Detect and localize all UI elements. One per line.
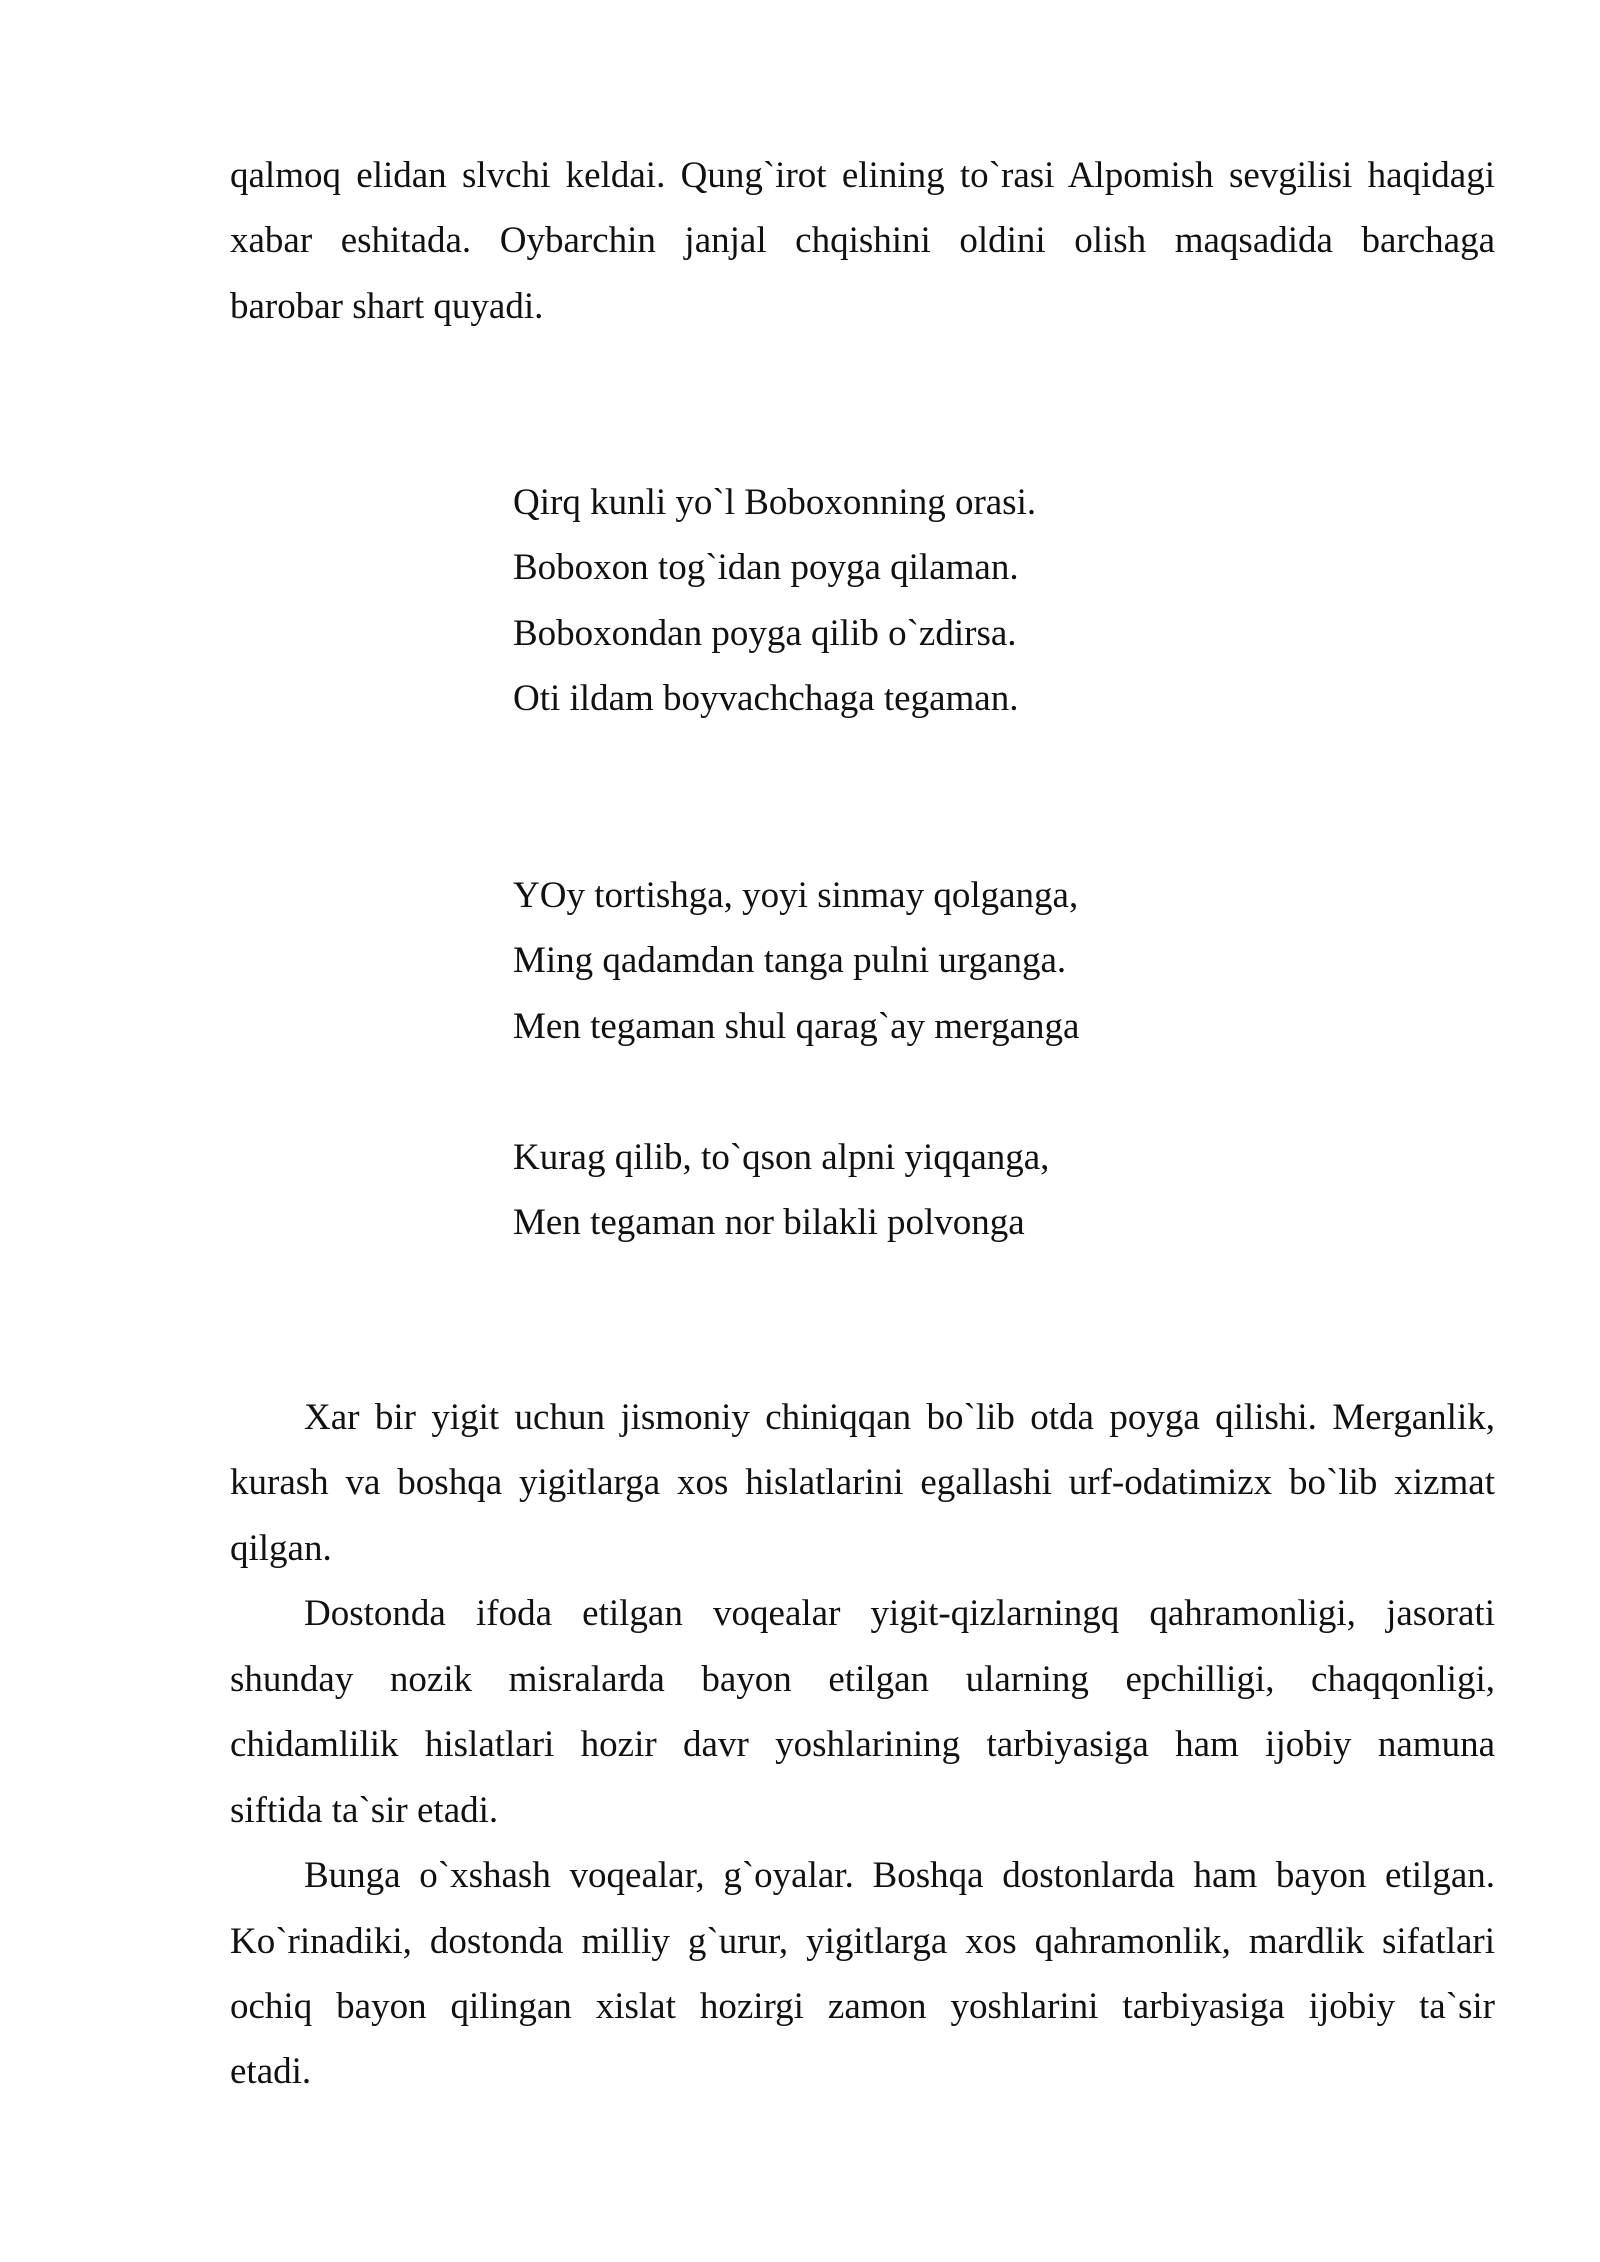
verse-stanza-3 bbox=[513, 1125, 1513, 1256]
verse-line: Ming qadamdan tanga pulni urganga. bbox=[513, 940, 1067, 982]
text-line: etadi. bbox=[230, 2051, 312, 2093]
body-text bbox=[230, 1385, 1495, 2105]
verse-line: Qirq kunli yo`l Boboxonning orasi. bbox=[513, 482, 1037, 523]
text-line: chidamlilik hislatlari hozir davr yoshlarining tarbiyasiga ham ijobiy namuna bbox=[230, 1724, 1495, 1766]
text-line: qalmoq elidan slvchi keldai. Qung`irot elining to`rasi Alpomish sevgilisi haqidagi bbox=[230, 155, 1495, 196]
text-line: qilgan. bbox=[230, 1527, 332, 1569]
verse-line: YOy tortishga, yoyi sinmay qolganga, bbox=[513, 875, 1079, 916]
text-line: siftida ta`sir etadi. bbox=[230, 1789, 499, 1831]
paragraph-4 bbox=[230, 1843, 1495, 2105]
verse-line: Boboxondan poyga qilib o`zdirsa. bbox=[513, 612, 1017, 654]
text-line: barobar shart quyadi. bbox=[230, 285, 544, 327]
text-line: Bunga o`xshash voqealar, g`oyalar. Boshqa dostonlarda ham bayon etilgan. bbox=[304, 1855, 1495, 1897]
text-line: Ko`rinadiki, dostonda milliy g`urur, yigitlarga xos qahramonlik, mardlik sifatlari bbox=[230, 1920, 1495, 1962]
verse-stanza-1 bbox=[513, 470, 1513, 732]
text-line: Dostonda ifoda etilgan voqealar yigit-qizlarningq qahramonligi, jasorati bbox=[304, 1593, 1495, 1635]
verse-line: Men tegaman nor bilakli polvonga bbox=[513, 1202, 1025, 1244]
paragraph-2 bbox=[230, 1385, 1495, 1581]
verse-line: Men tegaman shul qarag`ay merganga bbox=[513, 1005, 1080, 1047]
verse-line: Oti ildam boyvachchaga tegaman. bbox=[513, 678, 1019, 720]
paragraph-3 bbox=[230, 1581, 1495, 1843]
text-line: Xar bir yigit uchun jismoniy chiniqqan bo`lib otda poyga qilishi. Merganlik, bbox=[304, 1397, 1495, 1438]
verse-line: Boboxon tog`idan poyga qilaman. bbox=[513, 547, 1019, 589]
text-line: ochiq bayon qilingan xislat hozirgi zamon yoshlarini tarbiyasiga ijobiy ta`sir bbox=[230, 1985, 1495, 2027]
text-line: kurash va boshqa yigitlarga xos hislatlarini egallashi urf-odatimizx bo`lib xizmat bbox=[230, 1462, 1495, 1504]
verse-line: Kurag qilib, to`qson alpni yiqqanga, bbox=[513, 1137, 1050, 1178]
text-line: xabar eshitada. Oybarchin janjal chqishini oldini olish maqsadida barchaga bbox=[230, 220, 1495, 262]
intro-paragraph bbox=[230, 143, 1495, 339]
text-line: shunday nozik misralarda bayon etilgan ularning epchilligi, chaqqonligi, bbox=[230, 1658, 1495, 1700]
verse-stanza-2 bbox=[513, 863, 1513, 1059]
